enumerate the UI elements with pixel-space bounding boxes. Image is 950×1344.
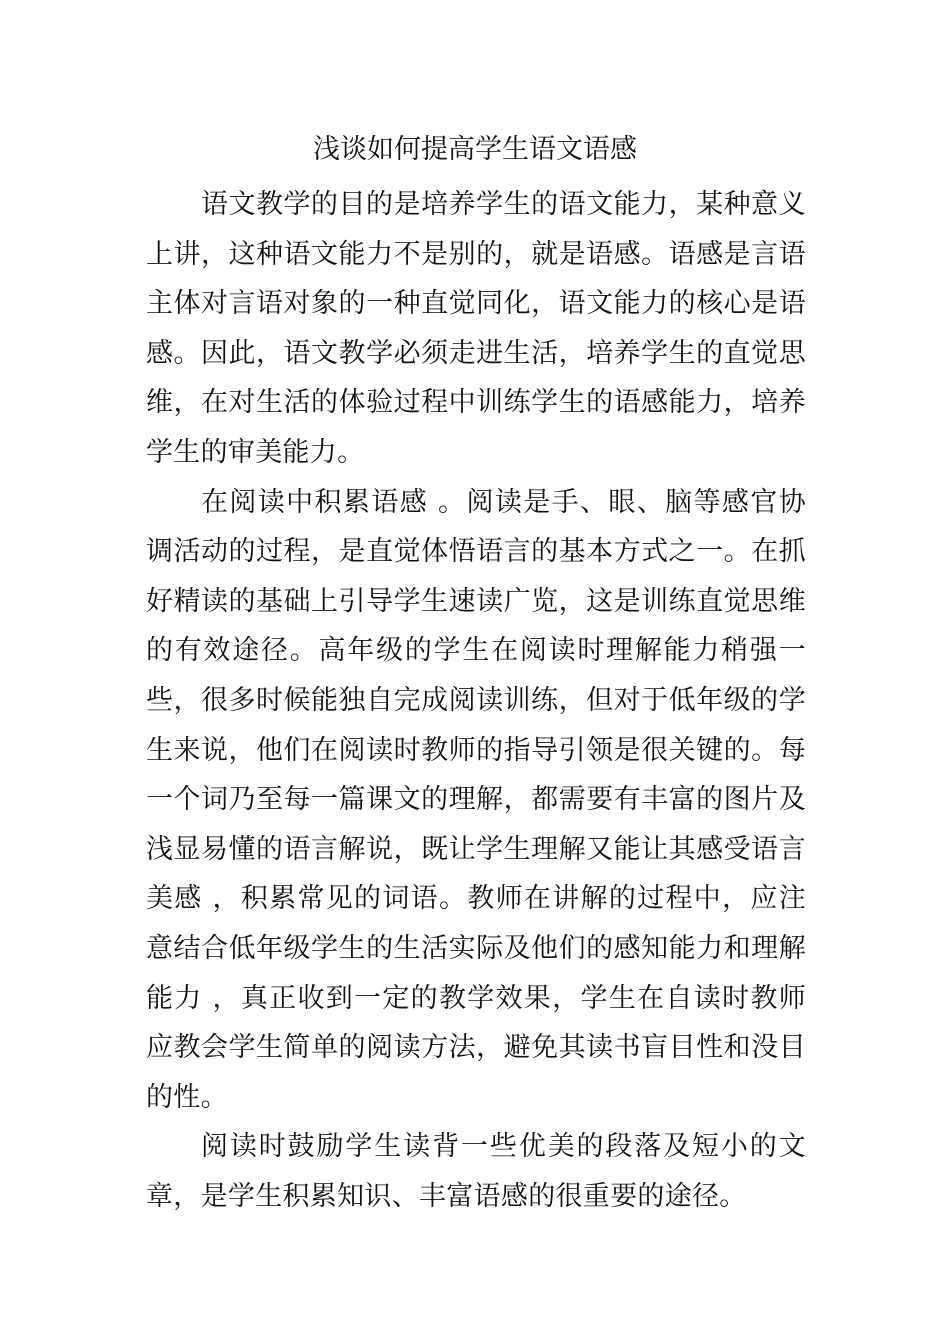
paragraph-3: 阅读时鼓励学生读背一些优美的段落及短小的文章，是学生积累知识、丰富语感的很重要的途径。 bbox=[146, 1131, 806, 1212]
document-title: 浅谈如何提高学生语文语感 bbox=[313, 134, 637, 165]
document-body bbox=[146, 180, 806, 1221]
paragraph-1: 语文教学的目的是培养学生的语文能力，某种意义上讲，这种语文能力不是别的，就是语感。语感是言语主体对言语对象的一种直觉同化，语文能力的核心是语感。因此，语文教学必须走进生活，培养学生的直觉思维，在对生活的体验过程中训练学生的语感能力，培养学生的审美能力。 bbox=[146, 189, 806, 468]
paragraph-2: 在阅读中积累语感 。阅读是手、眼、脑等感官协调活动的过程，是直觉体悟语言的基本方式之一。在抓好精读的基础上引导学生速读广览，这是训练直觉思维的有效途径。高年级的学生在阅读时理解能力稍强一些，很多时候能独自完成阅读训练，但对于低年级的学生来说，他们在阅读时教师的指导引领是很关键的。每一个词乃至每一篇课文的理解，都需要有丰富的图片及浅显易懂的语言解说，既让学生理解又能让其感受语言美感 ，积累常见的词语。教师在讲解的过程中，应注意结合低年级学生的生活实际及他们的感知能力和理解能力 ，真正收到一定的教学效果，学生在自读时教师应教会学生简单的阅读方法，避免其读书盲目性和没目的性。 bbox=[146, 486, 806, 1113]
